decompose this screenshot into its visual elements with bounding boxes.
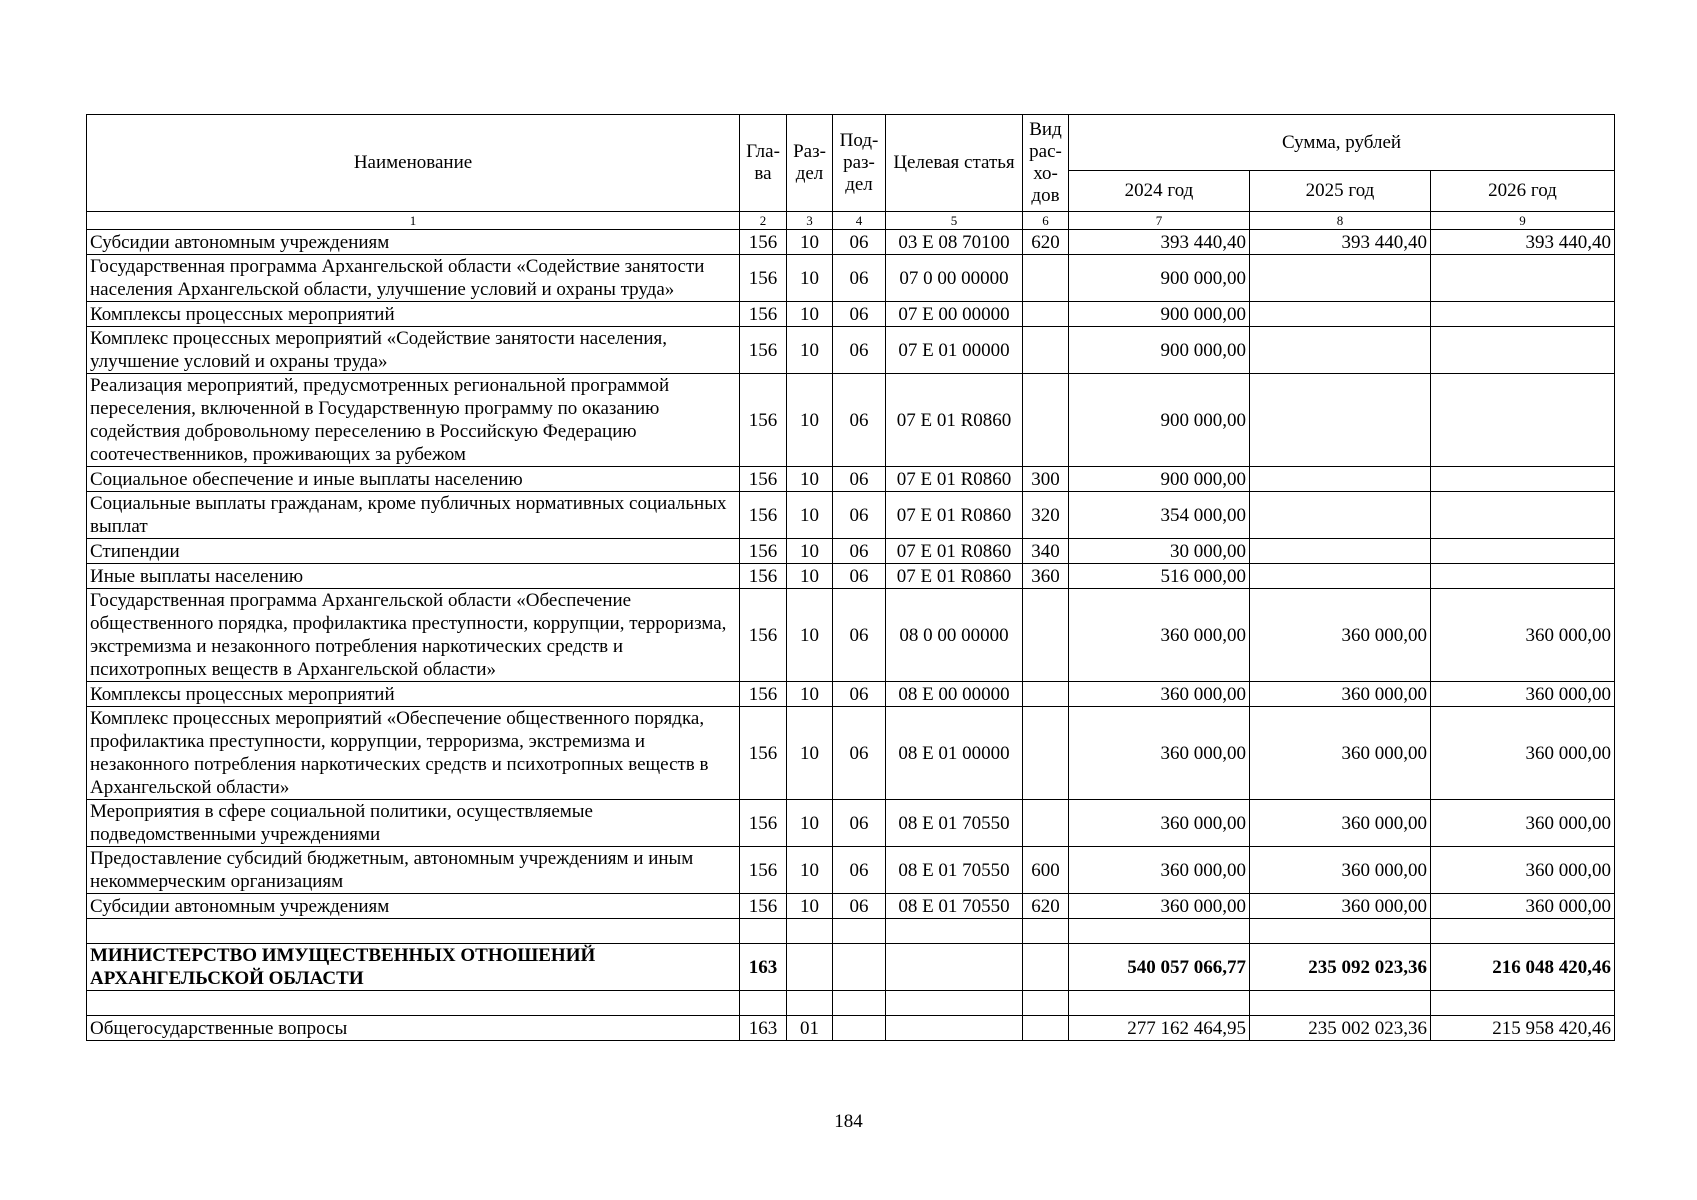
header-year-2026: 2026 год [1431, 171, 1615, 212]
cell-sum-2026 [1431, 302, 1615, 327]
cell-sum-2026: 360 000,00 [1431, 847, 1615, 894]
cell-glava [740, 919, 787, 944]
cell-sum-2024: 540 057 066,77 [1069, 944, 1250, 991]
table-row [87, 327, 1615, 374]
cell-tselevaya: 07 Е 01 R0860 [886, 539, 1023, 564]
cell-glava: 163 [740, 944, 787, 991]
cell-sum-2025: 360 000,00 [1250, 707, 1431, 800]
cell-sum-2025 [1250, 302, 1431, 327]
cell-name: Реализация мероприятий, предусмотренных региональной программой переселения, включенной в Государственную программу по оказанию содействия добровольному переселению в Российскую Федерацию соотечественников, проживающих за рубежом [87, 374, 740, 467]
cell-sum-2025 [1250, 919, 1431, 944]
cell-razdel: 10 [787, 800, 833, 847]
column-number: 7 [1069, 212, 1250, 230]
cell-podrazdel: 06 [833, 230, 886, 255]
column-number: 4 [833, 212, 886, 230]
cell-podrazdel: 06 [833, 800, 886, 847]
cell-razdel [787, 991, 833, 1016]
cell-tselevaya [886, 1016, 1023, 1041]
cell-tselevaya: 08 Е 00 00000 [886, 682, 1023, 707]
cell-sum-2025 [1250, 255, 1431, 302]
cell-sum-2025: 360 000,00 [1250, 682, 1431, 707]
cell-vid [1023, 1016, 1069, 1041]
header-year-2024: 2024 год [1069, 171, 1250, 212]
cell-sum-2024: 516 000,00 [1069, 564, 1250, 589]
table-row [87, 894, 1615, 919]
cell-vid [1023, 919, 1069, 944]
cell-sum-2024: 900 000,00 [1069, 255, 1250, 302]
cell-name: Субсидии автономным учреждениям [87, 230, 740, 255]
cell-tselevaya: 07 Е 01 R0860 [886, 467, 1023, 492]
cell-name: Комплекс процессных мероприятий «Обеспечение общественного порядка, профилактика преступности, коррупции, терроризма, экстремизма и незаконного потребления наркотических средств и психотропных веществ в Архангельской области» [87, 707, 740, 800]
cell-vid [1023, 682, 1069, 707]
cell-sum-2025: 235 002 023,36 [1250, 1016, 1431, 1041]
cell-podrazdel: 06 [833, 467, 886, 492]
cell-sum-2026: 360 000,00 [1431, 682, 1615, 707]
cell-sum-2024: 360 000,00 [1069, 894, 1250, 919]
cell-sum-2025: 393 440,40 [1250, 230, 1431, 255]
cell-sum-2026 [1431, 327, 1615, 374]
cell-razdel: 10 [787, 707, 833, 800]
cell-glava [740, 991, 787, 1016]
budget-table [86, 114, 1615, 1041]
cell-name: МИНИСТЕРСТВО ИМУЩЕСТВЕННЫХ ОТНОШЕНИЙ АРХАНГЕЛЬСКОЙ ОБЛАСТИ [87, 944, 740, 991]
cell-sum-2024: 900 000,00 [1069, 467, 1250, 492]
cell-tselevaya: 08 Е 01 70550 [886, 847, 1023, 894]
cell-podrazdel [833, 944, 886, 991]
cell-tselevaya: 07 Е 01 R0860 [886, 374, 1023, 467]
table-row [87, 302, 1615, 327]
cell-glava: 156 [740, 894, 787, 919]
cell-sum-2026 [1431, 539, 1615, 564]
cell-razdel: 10 [787, 539, 833, 564]
cell-sum-2025 [1250, 492, 1431, 539]
cell-vid [1023, 800, 1069, 847]
cell-podrazdel [833, 919, 886, 944]
cell-name: Мероприятия в сфере социальной политики, осуществляемые подведомственными учреждениями [87, 800, 740, 847]
cell-name [87, 919, 740, 944]
cell-glava: 156 [740, 707, 787, 800]
cell-tselevaya [886, 991, 1023, 1016]
cell-sum-2026 [1431, 492, 1615, 539]
cell-podrazdel: 06 [833, 707, 886, 800]
cell-sum-2026 [1431, 467, 1615, 492]
cell-glava: 156 [740, 800, 787, 847]
cell-vid [1023, 302, 1069, 327]
table-row [87, 1016, 1615, 1041]
column-number: 8 [1250, 212, 1431, 230]
table-row [87, 682, 1615, 707]
cell-sum-2026: 360 000,00 [1431, 707, 1615, 800]
cell-razdel: 10 [787, 327, 833, 374]
cell-tselevaya: 03 Е 08 70100 [886, 230, 1023, 255]
cell-sum-2026 [1431, 991, 1615, 1016]
cell-razdel: 10 [787, 564, 833, 589]
cell-vid: 340 [1023, 539, 1069, 564]
cell-name: Иные выплаты населению [87, 564, 740, 589]
cell-podrazdel: 06 [833, 327, 886, 374]
cell-razdel: 01 [787, 1016, 833, 1041]
header-razdel: Раз-дел [787, 115, 833, 212]
cell-glava: 156 [740, 589, 787, 682]
cell-sum-2024: 360 000,00 [1069, 707, 1250, 800]
cell-name: Субсидии автономным учреждениям [87, 894, 740, 919]
column-number-row [87, 212, 1615, 230]
cell-sum-2025 [1250, 374, 1431, 467]
cell-sum-2025: 235 092 023,36 [1250, 944, 1431, 991]
cell-podrazdel: 06 [833, 682, 886, 707]
cell-razdel: 10 [787, 589, 833, 682]
cell-sum-2024: 900 000,00 [1069, 327, 1250, 374]
cell-tselevaya: 08 0 00 00000 [886, 589, 1023, 682]
cell-name: Государственная программа Архангельской области «Обеспечение общественного порядка, профилактика преступности, коррупции, терроризма, экстремизма и незаконного потребления наркотических средств и психотропных веществ в Архангельской области» [87, 589, 740, 682]
cell-vid: 360 [1023, 564, 1069, 589]
cell-sum-2024: 393 440,40 [1069, 230, 1250, 255]
table-row [87, 800, 1615, 847]
cell-glava: 156 [740, 327, 787, 374]
cell-name: Стипендии [87, 539, 740, 564]
table-row [87, 374, 1615, 467]
cell-sum-2026 [1431, 255, 1615, 302]
header-tselevaya: Целевая статья [886, 115, 1023, 212]
cell-sum-2025 [1250, 991, 1431, 1016]
cell-razdel [787, 919, 833, 944]
cell-tselevaya: 08 Е 01 70550 [886, 894, 1023, 919]
cell-sum-2024: 360 000,00 [1069, 589, 1250, 682]
column-number: 6 [1023, 212, 1069, 230]
cell-glava: 156 [740, 492, 787, 539]
table-row [87, 230, 1615, 255]
cell-glava: 156 [740, 302, 787, 327]
cell-razdel: 10 [787, 230, 833, 255]
header-glava: Гла-ва [740, 115, 787, 212]
cell-sum-2026: 360 000,00 [1431, 800, 1615, 847]
cell-tselevaya: 08 Е 01 70550 [886, 800, 1023, 847]
cell-glava: 156 [740, 564, 787, 589]
cell-sum-2026: 393 440,40 [1431, 230, 1615, 255]
header-year-2025: 2025 год [1250, 171, 1431, 212]
table-row-blank [87, 919, 1615, 944]
table-row [87, 589, 1615, 682]
cell-sum-2024: 30 000,00 [1069, 539, 1250, 564]
cell-podrazdel: 06 [833, 255, 886, 302]
cell-glava: 156 [740, 847, 787, 894]
cell-tselevaya [886, 944, 1023, 991]
cell-vid: 620 [1023, 894, 1069, 919]
cell-name: Комплекс процессных мероприятий «Содействие занятости населения, улучшение условий и охраны труда» [87, 327, 740, 374]
cell-razdel: 10 [787, 492, 833, 539]
cell-name: Предоставление субсидий бюджетным, автономным учреждениям и иным некоммерческим организациям [87, 847, 740, 894]
cell-name: Общегосударственные вопросы [87, 1016, 740, 1041]
cell-sum-2026: 215 958 420,46 [1431, 1016, 1615, 1041]
cell-tselevaya: 07 Е 01 00000 [886, 327, 1023, 374]
cell-sum-2026: 360 000,00 [1431, 894, 1615, 919]
cell-glava: 156 [740, 467, 787, 492]
table-row [87, 707, 1615, 800]
cell-name: Социальное обеспечение и иные выплаты населению [87, 467, 740, 492]
cell-razdel: 10 [787, 255, 833, 302]
cell-sum-2026: 360 000,00 [1431, 589, 1615, 682]
cell-name: Государственная программа Архангельской области «Содействие занятости населения Архангельской области, улучшение условий и охраны труда» [87, 255, 740, 302]
cell-sum-2024 [1069, 919, 1250, 944]
cell-name [87, 991, 740, 1016]
cell-sum-2024: 354 000,00 [1069, 492, 1250, 539]
cell-vid [1023, 707, 1069, 800]
table-row [87, 944, 1615, 991]
cell-podrazdel: 06 [833, 894, 886, 919]
cell-sum-2026 [1431, 564, 1615, 589]
header-name: Наименование [87, 115, 740, 212]
cell-sum-2026: 216 048 420,46 [1431, 944, 1615, 991]
cell-sum-2025 [1250, 467, 1431, 492]
cell-glava: 163 [740, 1016, 787, 1041]
cell-podrazdel: 06 [833, 374, 886, 467]
column-number: 2 [740, 212, 787, 230]
column-number: 1 [87, 212, 740, 230]
cell-podrazdel: 06 [833, 564, 886, 589]
cell-vid [1023, 991, 1069, 1016]
cell-sum-2024: 900 000,00 [1069, 374, 1250, 467]
cell-sum-2024: 900 000,00 [1069, 302, 1250, 327]
column-number: 3 [787, 212, 833, 230]
cell-razdel: 10 [787, 894, 833, 919]
cell-razdel: 10 [787, 302, 833, 327]
cell-sum-2024: 360 000,00 [1069, 847, 1250, 894]
cell-podrazdel: 06 [833, 492, 886, 539]
cell-name: Комплексы процессных мероприятий [87, 682, 740, 707]
cell-vid [1023, 255, 1069, 302]
cell-vid: 600 [1023, 847, 1069, 894]
table-row [87, 564, 1615, 589]
cell-glava: 156 [740, 374, 787, 467]
cell-razdel: 10 [787, 682, 833, 707]
cell-vid [1023, 589, 1069, 682]
table-row [87, 847, 1615, 894]
cell-vid [1023, 327, 1069, 374]
cell-sum-2025: 360 000,00 [1250, 847, 1431, 894]
cell-vid [1023, 944, 1069, 991]
cell-vid [1023, 374, 1069, 467]
cell-podrazdel [833, 991, 886, 1016]
cell-sum-2025 [1250, 564, 1431, 589]
cell-sum-2025: 360 000,00 [1250, 589, 1431, 682]
page-number: 184 [834, 1111, 863, 1132]
cell-glava: 156 [740, 682, 787, 707]
cell-razdel [787, 944, 833, 991]
table-row [87, 539, 1615, 564]
column-number: 9 [1431, 212, 1615, 230]
cell-vid: 320 [1023, 492, 1069, 539]
cell-sum-2025 [1250, 327, 1431, 374]
cell-glava: 156 [740, 230, 787, 255]
cell-tselevaya: 08 Е 01 00000 [886, 707, 1023, 800]
cell-name: Комплексы процессных мероприятий [87, 302, 740, 327]
table-row [87, 255, 1615, 302]
cell-sum-2025: 360 000,00 [1250, 894, 1431, 919]
table-row [87, 492, 1615, 539]
cell-sum-2024 [1069, 991, 1250, 1016]
cell-sum-2024: 360 000,00 [1069, 800, 1250, 847]
cell-tselevaya: 07 Е 00 00000 [886, 302, 1023, 327]
cell-glava: 156 [740, 255, 787, 302]
cell-sum-2024: 277 162 464,95 [1069, 1016, 1250, 1041]
header-summa: Сумма, рублей [1069, 115, 1615, 171]
column-number: 5 [886, 212, 1023, 230]
cell-tselevaya: 07 Е 01 R0860 [886, 492, 1023, 539]
cell-sum-2026 [1431, 374, 1615, 467]
cell-razdel: 10 [787, 467, 833, 492]
cell-glava: 156 [740, 539, 787, 564]
header-podrazdel: Под-раз-дел [833, 115, 886, 212]
cell-tselevaya [886, 919, 1023, 944]
cell-sum-2024: 360 000,00 [1069, 682, 1250, 707]
cell-tselevaya: 07 Е 01 R0860 [886, 564, 1023, 589]
cell-name: Социальные выплаты гражданам, кроме публичных нормативных социальных выплат [87, 492, 740, 539]
header-vid: Вид рас-хо-дов [1023, 115, 1069, 212]
cell-vid: 300 [1023, 467, 1069, 492]
cell-sum-2025 [1250, 539, 1431, 564]
cell-podrazdel: 06 [833, 302, 886, 327]
table-row-blank [87, 991, 1615, 1016]
cell-sum-2025: 360 000,00 [1250, 800, 1431, 847]
table-row [87, 467, 1615, 492]
cell-podrazdel [833, 1016, 886, 1041]
cell-vid: 620 [1023, 230, 1069, 255]
cell-razdel: 10 [787, 847, 833, 894]
cell-podrazdel: 06 [833, 539, 886, 564]
cell-razdel: 10 [787, 374, 833, 467]
cell-sum-2026 [1431, 919, 1615, 944]
cell-podrazdel: 06 [833, 589, 886, 682]
cell-tselevaya: 07 0 00 00000 [886, 255, 1023, 302]
cell-podrazdel: 06 [833, 847, 886, 894]
